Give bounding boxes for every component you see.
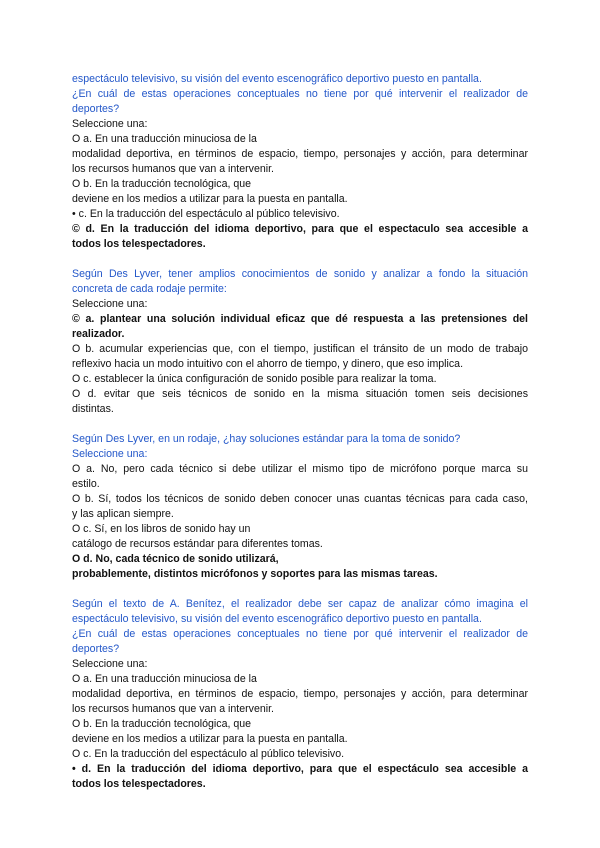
text-line: Según Des Lyver, en un rodaje, ¿hay soluciones estándar para la toma de sonido? [72,433,461,445]
text-line: O b. Sí, todos los técnicos de sonido deben conocer unas cuantas técnicas para cada caso, [72,493,528,505]
text-line: O b. En la traducción tecnológica, que [72,178,252,190]
text-line: concreta de cada rodaje permite: [72,283,227,295]
text-line: © d. En la traducción del idioma deportivo, para que el espectaculo sea accesible a [72,223,528,235]
text-line: los recursos humanos que van a intervenir. [72,703,274,715]
text-line: distintas. [72,403,114,415]
text-line: O b. acumular experiencias que, con el tiempo, justifican el tránsito de un modo de trabajo [72,343,528,355]
text-line: deviene en los medios a utilizar para la puesta en pantalla. [72,193,348,205]
text-line: O c. Sí, en los libros de sonido hay un [72,523,251,535]
text-line: los recursos humanos que van a intervenir. [72,163,274,175]
text-line: O a. En una traducción minuciosa de la [72,133,257,145]
text-line: todos los telespectadores. [72,238,206,250]
text-line: espectáculo televisivo, su visión del evento escenográfico deportivo puesto en pantalla. [72,613,482,625]
text-line: Seleccione una: [72,658,148,670]
text-line: O b. En la traducción tecnológica, que [72,718,252,730]
question-block [72,597,528,792]
text-line: O c. establecer la única configuración de sonido posible para realizar la toma. [72,373,437,385]
text-line: © a. plantear una solución individual eficaz que dé respuesta a las pretensiones del [72,313,528,325]
text-line: ¿En cuál de estas operaciones conceptuales no tiene por qué intervenir el realizador de [72,628,528,640]
text-line: reflexivo hacia un modo intuitivo con el ahorro de tiempo, y dinero, que eso implica. [72,358,464,370]
text-line: Seleccione una: [72,118,148,130]
text-line: realizador. [72,328,125,340]
text-line: estilo. [72,478,100,490]
document-page [72,72,528,792]
text-line: Según el texto de A. Benítez, el realizador debe ser capaz de analizar cómo imagina el [72,598,528,610]
text-line: todos los telespectadores. [72,778,206,790]
text-line: y las aplican siempre. [72,508,174,520]
text-line: Seleccione una: [72,298,148,310]
text-line: deviene en los medios a utilizar para la puesta en pantalla. [72,733,348,745]
question-block [72,267,528,417]
text-line: probablemente, distintos micrófonos y soportes para las mismas tareas. [72,568,438,580]
text-line: espectáculo televisivo, su visión del evento escenográfico deportivo puesto en pantalla. [72,73,482,85]
question-block [72,72,528,252]
text-line: O a. No, pero cada técnico si debe utilizar el mismo tipo de micrófono porque marca su [72,463,528,475]
block-spacer [72,417,528,432]
text-line: modalidad deportiva, en términos de espacio, tiempo, personajes y acción, para determinar [72,688,528,700]
text-line: O c. En la traducción del espectáculo al público televisivo. [72,748,345,760]
text-line: O d. evitar que seis técnicos de sonido en la misma situación tomen seis decisiones [72,388,528,400]
block-spacer [72,582,528,597]
block-spacer [72,252,528,267]
text-line: O d. No, cada técnico de sonido utilizará, [72,553,279,565]
text-line: • c. En la traducción del espectáculo al público televisivo. [72,208,340,220]
text-line: Según Des Lyver, tener amplios conocimientos de sonido y analizar a fondo la situación [72,268,528,280]
text-line: catálogo de recursos estándar para diferentes tomas. [72,538,323,550]
text-line: O a. En una traducción minuciosa de la [72,673,257,685]
text-line: deportes? [72,103,120,115]
text-line: • d. En la traducción del idioma deportivo, para que el espectáculo sea accesible a [72,763,528,775]
text-line: deportes? [72,643,120,655]
text-line: ¿En cuál de estas operaciones conceptuales no tiene por qué intervenir el realizador de [72,88,528,100]
text-line: modalidad deportiva, en términos de espacio, tiempo, personajes y acción, para determinar [72,148,528,160]
question-block [72,432,528,582]
text-line: Seleccione una: [72,448,148,460]
